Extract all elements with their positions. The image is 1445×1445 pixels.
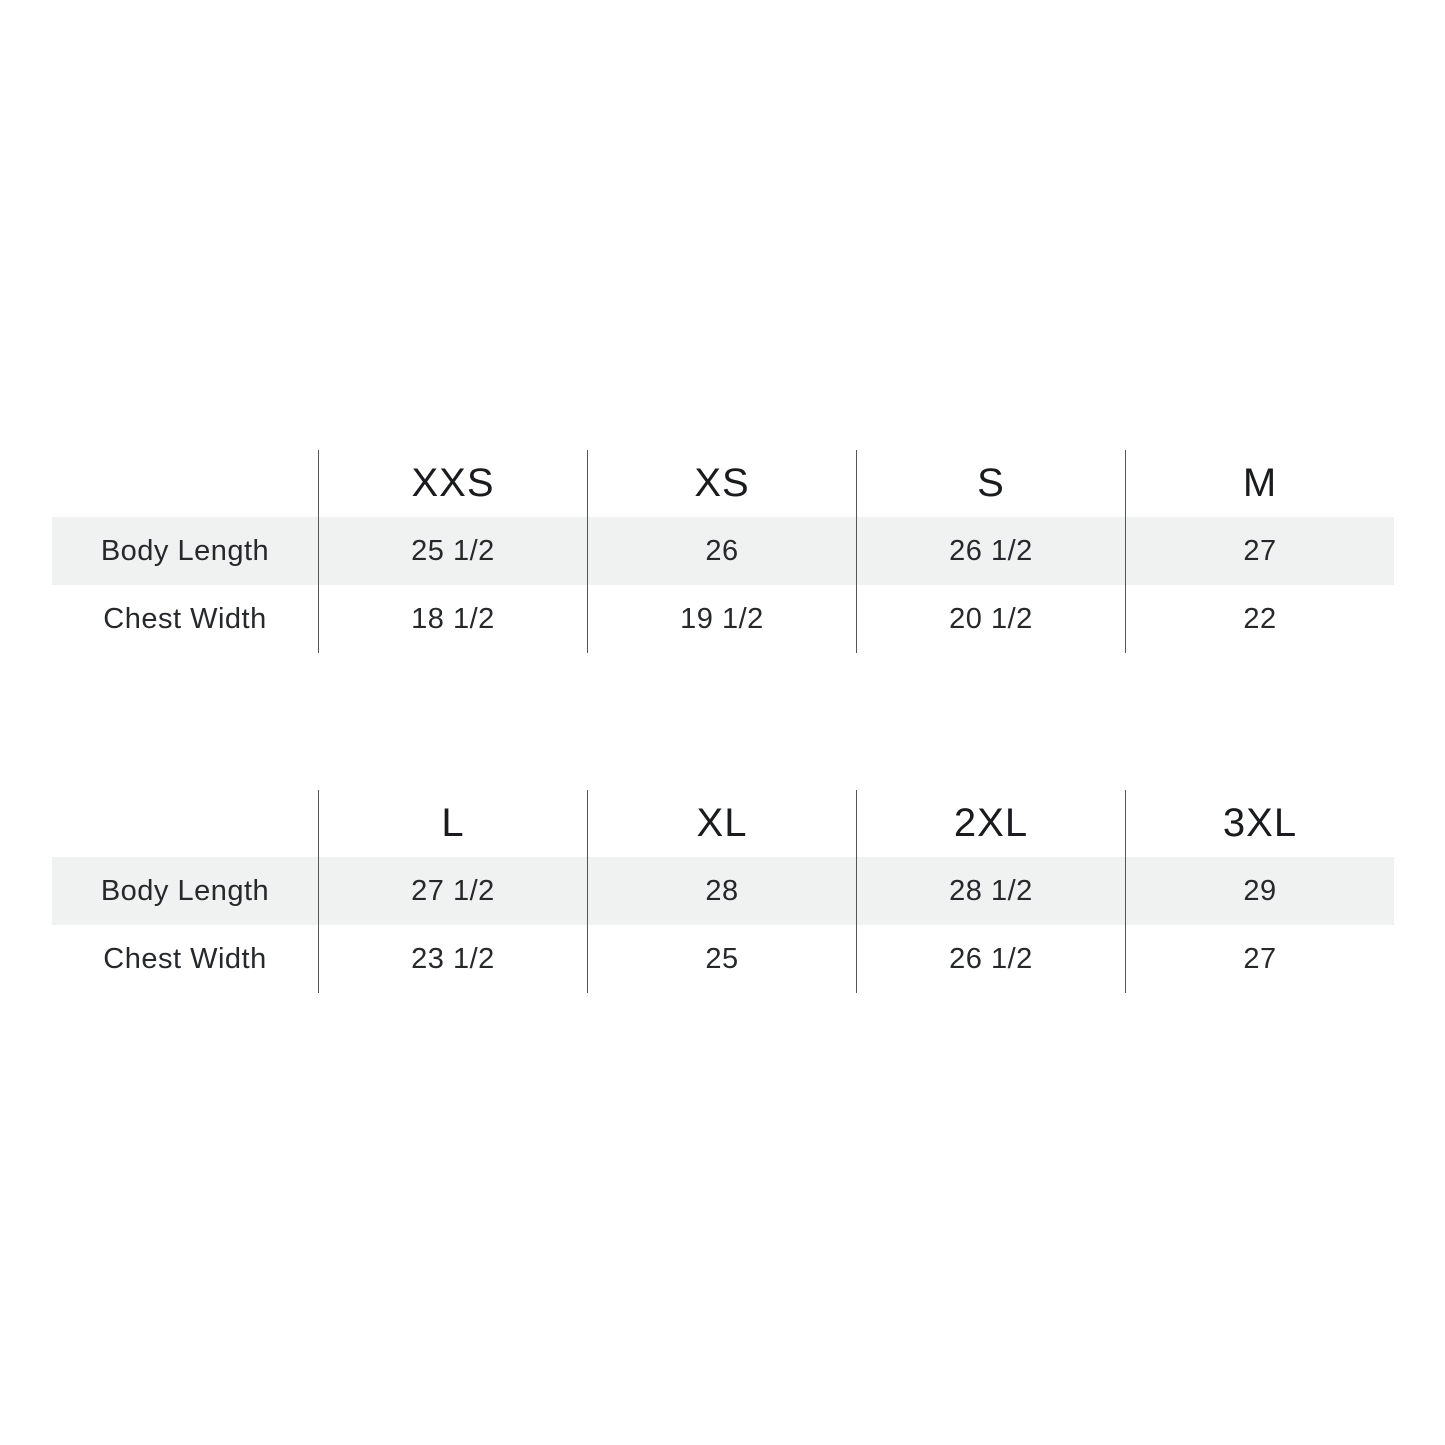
- empty-header-cell: [52, 790, 318, 857]
- measurement-value: 22: [1125, 585, 1394, 653]
- measurement-value: 19 1/2: [587, 585, 856, 653]
- size-table-large-sizes: [52, 790, 1394, 993]
- size-table-small-sizes: [52, 450, 1394, 653]
- measurement-value: 27: [1125, 925, 1394, 993]
- size-header-row: [52, 450, 1394, 517]
- chest-width-row: [52, 925, 1394, 993]
- measurement-value: 28 1/2: [856, 857, 1125, 925]
- row-label-body-length: Body Length: [52, 517, 318, 585]
- measurement-value: 26 1/2: [856, 925, 1125, 993]
- empty-header-cell: [52, 450, 318, 517]
- measurement-value: 27 1/2: [318, 857, 587, 925]
- measurement-value: 25: [587, 925, 856, 993]
- size-column-header-xxs: XXS: [318, 450, 587, 517]
- body-length-row: [52, 517, 1394, 585]
- size-column-header-m: M: [1125, 450, 1394, 517]
- row-label-chest-width: Chest Width: [103, 602, 267, 635]
- measurement-value: 18 1/2: [318, 585, 587, 653]
- measurement-value: 26: [587, 517, 856, 585]
- row-label-chest-width: Chest Width: [103, 942, 267, 975]
- size-column-header-xs: XS: [587, 450, 856, 517]
- row-label-body-length: Body Length: [52, 857, 318, 925]
- measurement-value: 20 1/2: [856, 585, 1125, 653]
- measurement-value: 27: [1125, 517, 1394, 585]
- size-column-header-2xl: 2XL: [856, 790, 1125, 857]
- measurement-value: 25 1/2: [318, 517, 587, 585]
- measurement-value: 23 1/2: [318, 925, 587, 993]
- size-column-header-xl: XL: [587, 790, 856, 857]
- chest-width-row: [52, 585, 1394, 653]
- measurement-value: 26 1/2: [856, 517, 1125, 585]
- size-column-header-l: L: [318, 790, 587, 857]
- body-length-row: [52, 857, 1394, 925]
- measurement-value: 28: [587, 857, 856, 925]
- measurement-value: 29: [1125, 857, 1394, 925]
- size-header-row: [52, 790, 1394, 857]
- size-column-header-3xl: 3XL: [1125, 790, 1394, 857]
- size-column-header-s: S: [856, 450, 1125, 517]
